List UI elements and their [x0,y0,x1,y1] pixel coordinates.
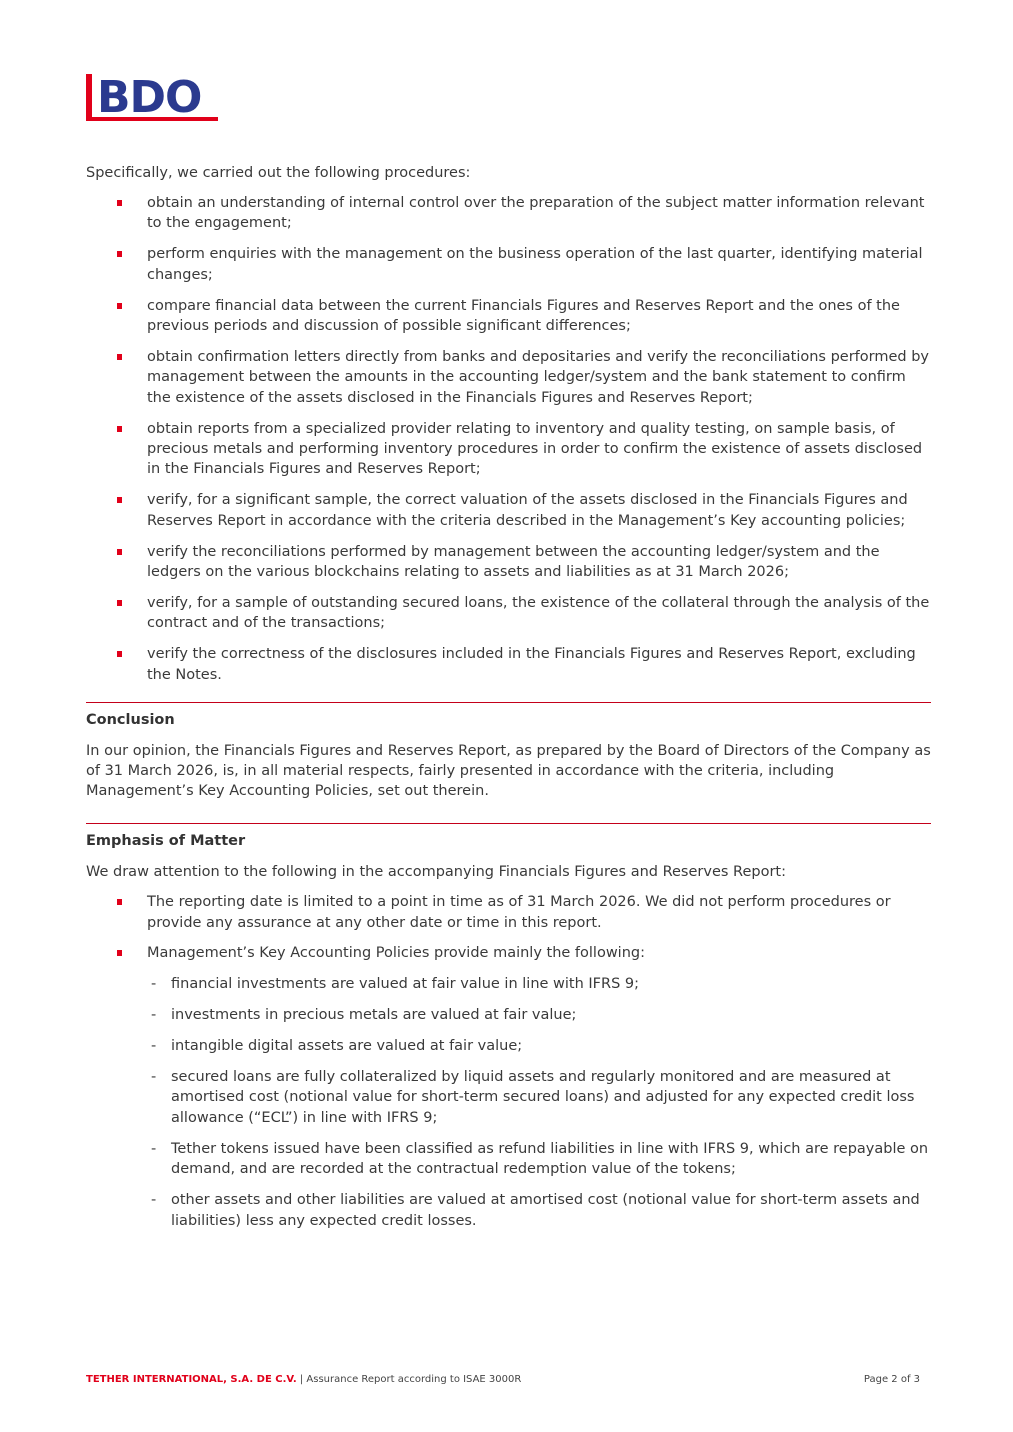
footer-company: TETHER INTERNATIONAL, S.A. DE C.V. [86,1374,297,1385]
bullet-icon [117,303,122,309]
page-number: Page 2 of 3 [863,1374,920,1385]
list-item: perform enquiries with the management on the business operation of the last quarter, identifying material changes; [86,244,931,285]
bullet-icon [117,200,122,206]
list-item: verify the correctness of the disclosures included in the Financials Figures and Reserves Report, excluding the Notes. [86,644,931,685]
dash-icon: - [151,1140,157,1157]
dash-icon: - [151,976,157,993]
page-footer [86,1373,920,1387]
bullet-icon [117,251,122,257]
procedures-list [86,193,931,685]
emphasis-heading: Emphasis of Matter [86,833,246,850]
list-item: compare financial data between the current Financials Figures and Reserves Report and the ones of the previous periods and discussion of possible significant differences; [86,296,931,337]
dash-icon: - [151,1192,157,1209]
footer-report-title: Assurance Report according to ISAE 3000R [306,1374,522,1385]
list-item: The reporting date is limited to a point in time as of 31 March 2026. We did not perform procedures or provide any assurance at any other date or time in this report. [86,892,931,933]
bullet-icon [117,899,122,905]
bullet-icon [117,651,122,657]
bdo-logo [86,70,220,126]
list-item: Management’s Key Accounting Policies provide mainly the following: [86,943,931,963]
list-item: - secured loans are fully collateralized by liquid assets and regularly monitored and are measured at amortised cost (notional value for short-term secured loans) and adjusted for any expected credit loss allowance (“ECL”) in line with IFRS 9; [151,1069,915,1126]
emphasis-list [86,892,931,964]
dash-icon: - [151,1007,157,1024]
conclusion-text: In our opinion, the Financials Figures and Reserves Report, as prepared by the Board of Directors of the Company as of 31 March 2026, is, in all material respects, fairly presented in accordance with the criteria, including Management’s Key Accounting Policies, set out therein. [86,743,931,800]
emphasis-intro: We draw attention to the following in the accompanying Financials Figures and Reserves Report: [86,864,786,881]
list-item: - intangible digital assets are valued at fair value; [86,1036,931,1056]
bullet-icon [117,497,122,503]
footer-separator: | [299,1374,304,1385]
bullet-icon [117,549,122,555]
report-body [86,163,931,1241]
conclusion-heading: Conclusion [86,712,175,729]
list-item: verify, for a significant sample, the correct valuation of the assets disclosed in the Financials Figures and Reserves Report in accordance with the criteria described in the Management’s Key accounting policies; [86,490,931,531]
list-item: - Tether tokens issued have been classified as refund liabilities in line with IFRS 9, which are repayable on demand, and are recorded at the contractual redemption value of the tokens; [151,1140,929,1178]
list-item: obtain an understanding of internal control over the preparation of the subject matter information relevant to the engagement; [86,193,931,234]
list-item: - investments in precious metals are valued at fair value; [86,1005,931,1025]
list-item: - other assets and other liabilities are valued at amortised cost (notional value for short-term assets and liabilities) less any expected credit losses. [151,1192,920,1229]
svg-text:BDO: BDO [97,72,202,123]
section-divider [86,823,931,824]
bullet-icon [117,950,122,956]
bdo-logo-icon [86,70,220,126]
dash-icon: - [151,1069,157,1086]
list-item: verify the reconciliations performed by management between the accounting ledger/system and the ledgers on the various blockchains relating to assets and liabilities as at 31 March 2026; [86,542,931,583]
list-item: verify, for a sample of outstanding secured loans, the existence of the collateral through the analysis of the contract and of the transactions; [86,593,931,634]
section-divider [86,702,931,703]
dash-icon: - [151,1038,157,1055]
list-item: obtain reports from a specialized provider relating to inventory and quality testing, on sample basis, of precious metals and performing inventory procedures in order to confirm the existence of assets disclosed in the Financials Figures and Reserves Report; [86,419,931,480]
policies-list [86,974,931,1231]
bullet-icon [117,600,122,606]
list-item: obtain confirmation letters directly from banks and depositaries and verify the reconciliations performed by management between the amounts in the accounting ledger/system and the bank statement to confirm the existence of the assets disclosed in the Financials Figures and Reserves Report; [86,347,931,408]
bullet-icon [117,354,122,360]
list-item: - financial investments are valued at fair value in line with IFRS 9; [86,974,931,994]
procedures-intro: Specifically, we carried out the following procedures: [86,165,471,181]
bullet-icon [117,426,122,432]
